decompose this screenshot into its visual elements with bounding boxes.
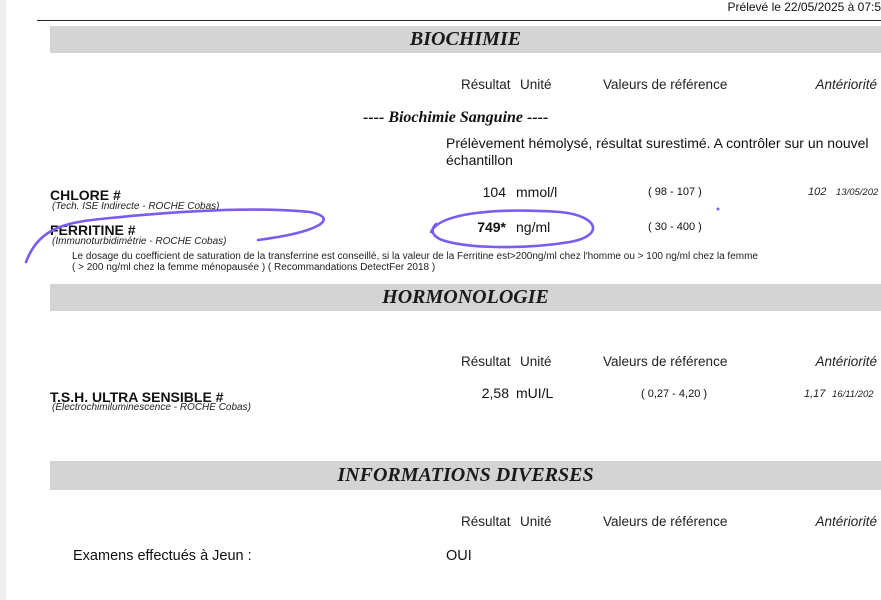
page-left-edge [0,0,6,600]
test-name-ferritine: FERRITINE # [50,222,136,238]
section-band-biochimie [50,26,881,53]
col-unite: Unité [520,354,552,369]
col-resultat: Résultat [461,354,511,369]
col-valeurs: Valeurs de référence [603,354,728,369]
col-anteriorite: Antériorité [815,354,877,369]
col-resultat: Résultat [461,514,511,529]
method-ferritine: (Immunoturbidimétrie - ROCHE Cobas) [52,236,227,247]
col-valeurs: Valeurs de référence [603,77,728,92]
jeun-label: Examens effectués à Jeun : [73,548,252,564]
value-ferritine: 749* [477,219,506,235]
test-name-chlore: CHLORE # [50,187,121,203]
hemolysis-note: Prélèvement hémolysé, résultat surestimé. A contrôler sur un nouvel échantillon [446,135,869,168]
unit-tsh: mUI/L [516,385,554,401]
ink-circle-value-stroke [431,211,593,247]
section-title-hormonologie: HORMONOLOGIE [382,286,549,308]
col-anteriorite: Antériorité [815,514,877,529]
ref-ferritine: ( 30 - 400 ) [648,221,702,233]
method-chlore: (Tech. ISE Indirecte - ROCHE Cobas) [52,201,220,212]
col-anteriorite: Antériorité [815,77,877,92]
prev-value-tsh: 1,17 [804,388,826,400]
prev-date-tsh: 16/11/202 [832,389,874,400]
col-unite: Unité [520,77,552,92]
top-rule [37,20,881,21]
unit-ferritine: ng/ml [516,219,551,235]
section-band-hormonologie [50,284,881,311]
ferritine-comment-line2: ( > 200 ng/ml chez la femme ménopausée ) ( Recommandations DetectFer 2018 ) [72,262,436,273]
unit-chlore: mmol/l [516,184,558,200]
ferritine-comment-line1: Le dosage du coefficient de saturation de la transferrine est conseillé, si la valeur de la Ferritine est>200ng/ml chez l'homme ou > 100 ng/ml chez la femme [72,251,758,262]
col-resultat: Résultat [461,77,511,92]
ref-tsh: ( 0,27 - 4,20 ) [641,388,708,400]
ref-chlore: ( 98 - 107 ) [648,186,702,198]
section-title-biochimie: BIOCHIMIE [409,28,522,50]
col-valeurs: Valeurs de référence [603,514,728,529]
col-unite: Unité [520,514,552,529]
test-name-tsh: T.S.H. ULTRA SENSIBLE # [50,389,224,405]
method-tsh: (Electrochimiluminescence - ROCHE Cobas) [52,402,251,413]
prev-value-chlore: 102 [808,186,827,198]
jeun-value: OUI [446,548,472,564]
value-chlore: 104 [482,184,506,200]
section-title-informations: INFORMATIONS DIVERSES [337,464,594,486]
subsection-title: ---- Biochimie Sanguine ---- [363,109,549,126]
section-band-informations [50,461,881,490]
value-tsh: 2,58 [481,385,509,401]
sample-date: Prélevé le 22/05/2025 à 07:5 [727,0,881,14]
prev-date-chlore: 13/05/202 [836,187,879,198]
ink-dot [717,208,720,211]
